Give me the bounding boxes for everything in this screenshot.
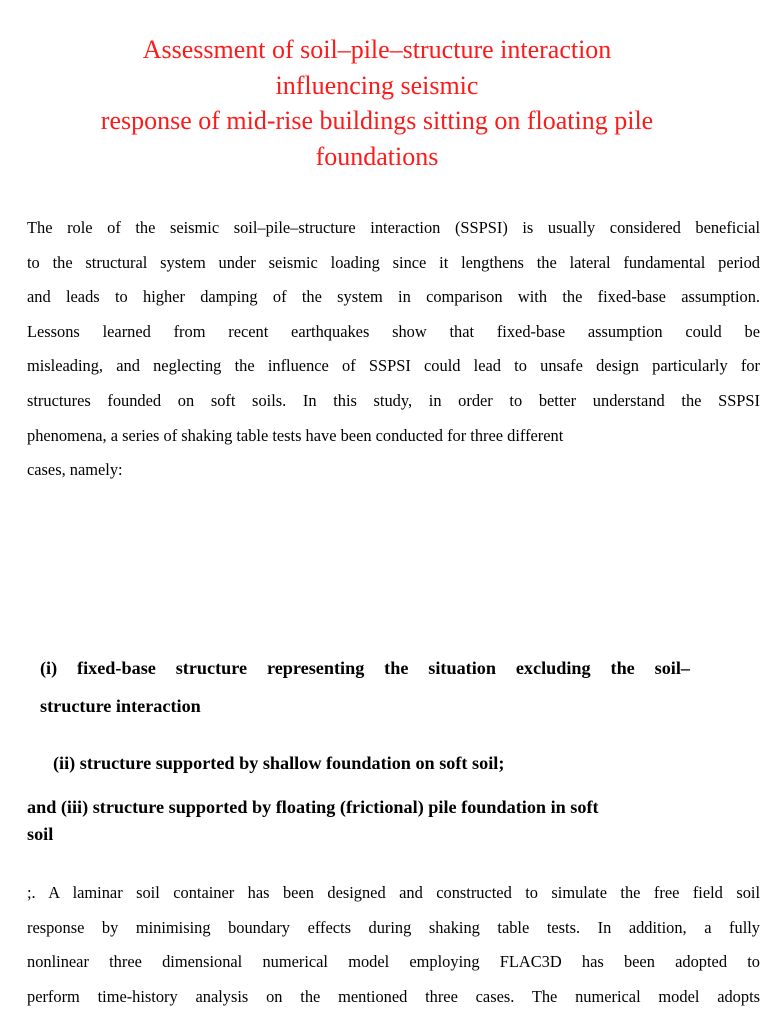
paragraph-line: ;. A laminar soil container has been designed and constructed to simulate the free field soil <box>27 883 760 902</box>
paragraph-line: nonlinear three dimensional numerical model employing FLAC3D has been adopted to <box>27 952 760 972</box>
paragraph-line: phenomena, a series of shaking table tests have been conducted for three different <box>27 425 564 445</box>
method-paragraph <box>27 876 760 1014</box>
paragraph-line: and leads to higher damping of the system in comparison with the fixed-base assumption. <box>27 287 760 307</box>
case-item-1-continuation: structure interaction <box>40 696 201 716</box>
paragraph-line: response by minimising boundary effects during shaking table tests. In addition, a fully <box>27 917 760 937</box>
title-line: influencing seismic <box>275 70 479 100</box>
case-item-3-continuation: soil <box>27 824 54 844</box>
paragraph-line: structures founded on soft soils. In this study, in order to better understand the SSPSI <box>27 390 760 410</box>
intro-paragraph <box>27 211 760 488</box>
paragraph-line: to the structural system under seismic loading since it lengthens the lateral fundamental period <box>27 252 760 272</box>
document-title <box>20 32 734 174</box>
paragraph-line: misleading, and neglecting the influence of SSPSI could lead to unsafe design particularly for <box>27 356 760 376</box>
case-item-1: (i) fixed-base structure representing the situation excluding the soil– <box>40 658 690 678</box>
paragraph-line: The role of the seismic soil–pile–structure interaction (SSPSI) is usually considered beneficial <box>27 218 760 237</box>
title-line: foundations <box>315 141 439 171</box>
case-item-3: and (iii) structure supported by floating (frictional) pile foundation in soft <box>27 797 599 817</box>
paragraph-line: cases, namely: <box>27 460 123 480</box>
paragraph-line: perform time-history analysis on the mentioned three cases. The numerical model adopts <box>27 986 760 1006</box>
paragraph-line: Lessons learned from recent earthquakes show that fixed-base assumption could be <box>27 321 760 341</box>
case-item-2: (ii) structure supported by shallow foundation on soft soil; <box>53 753 505 773</box>
title-line: response of mid-rise buildings sitting on floating pile <box>100 106 654 135</box>
title-line: Assessment of soil–pile–structure interaction <box>142 35 612 64</box>
